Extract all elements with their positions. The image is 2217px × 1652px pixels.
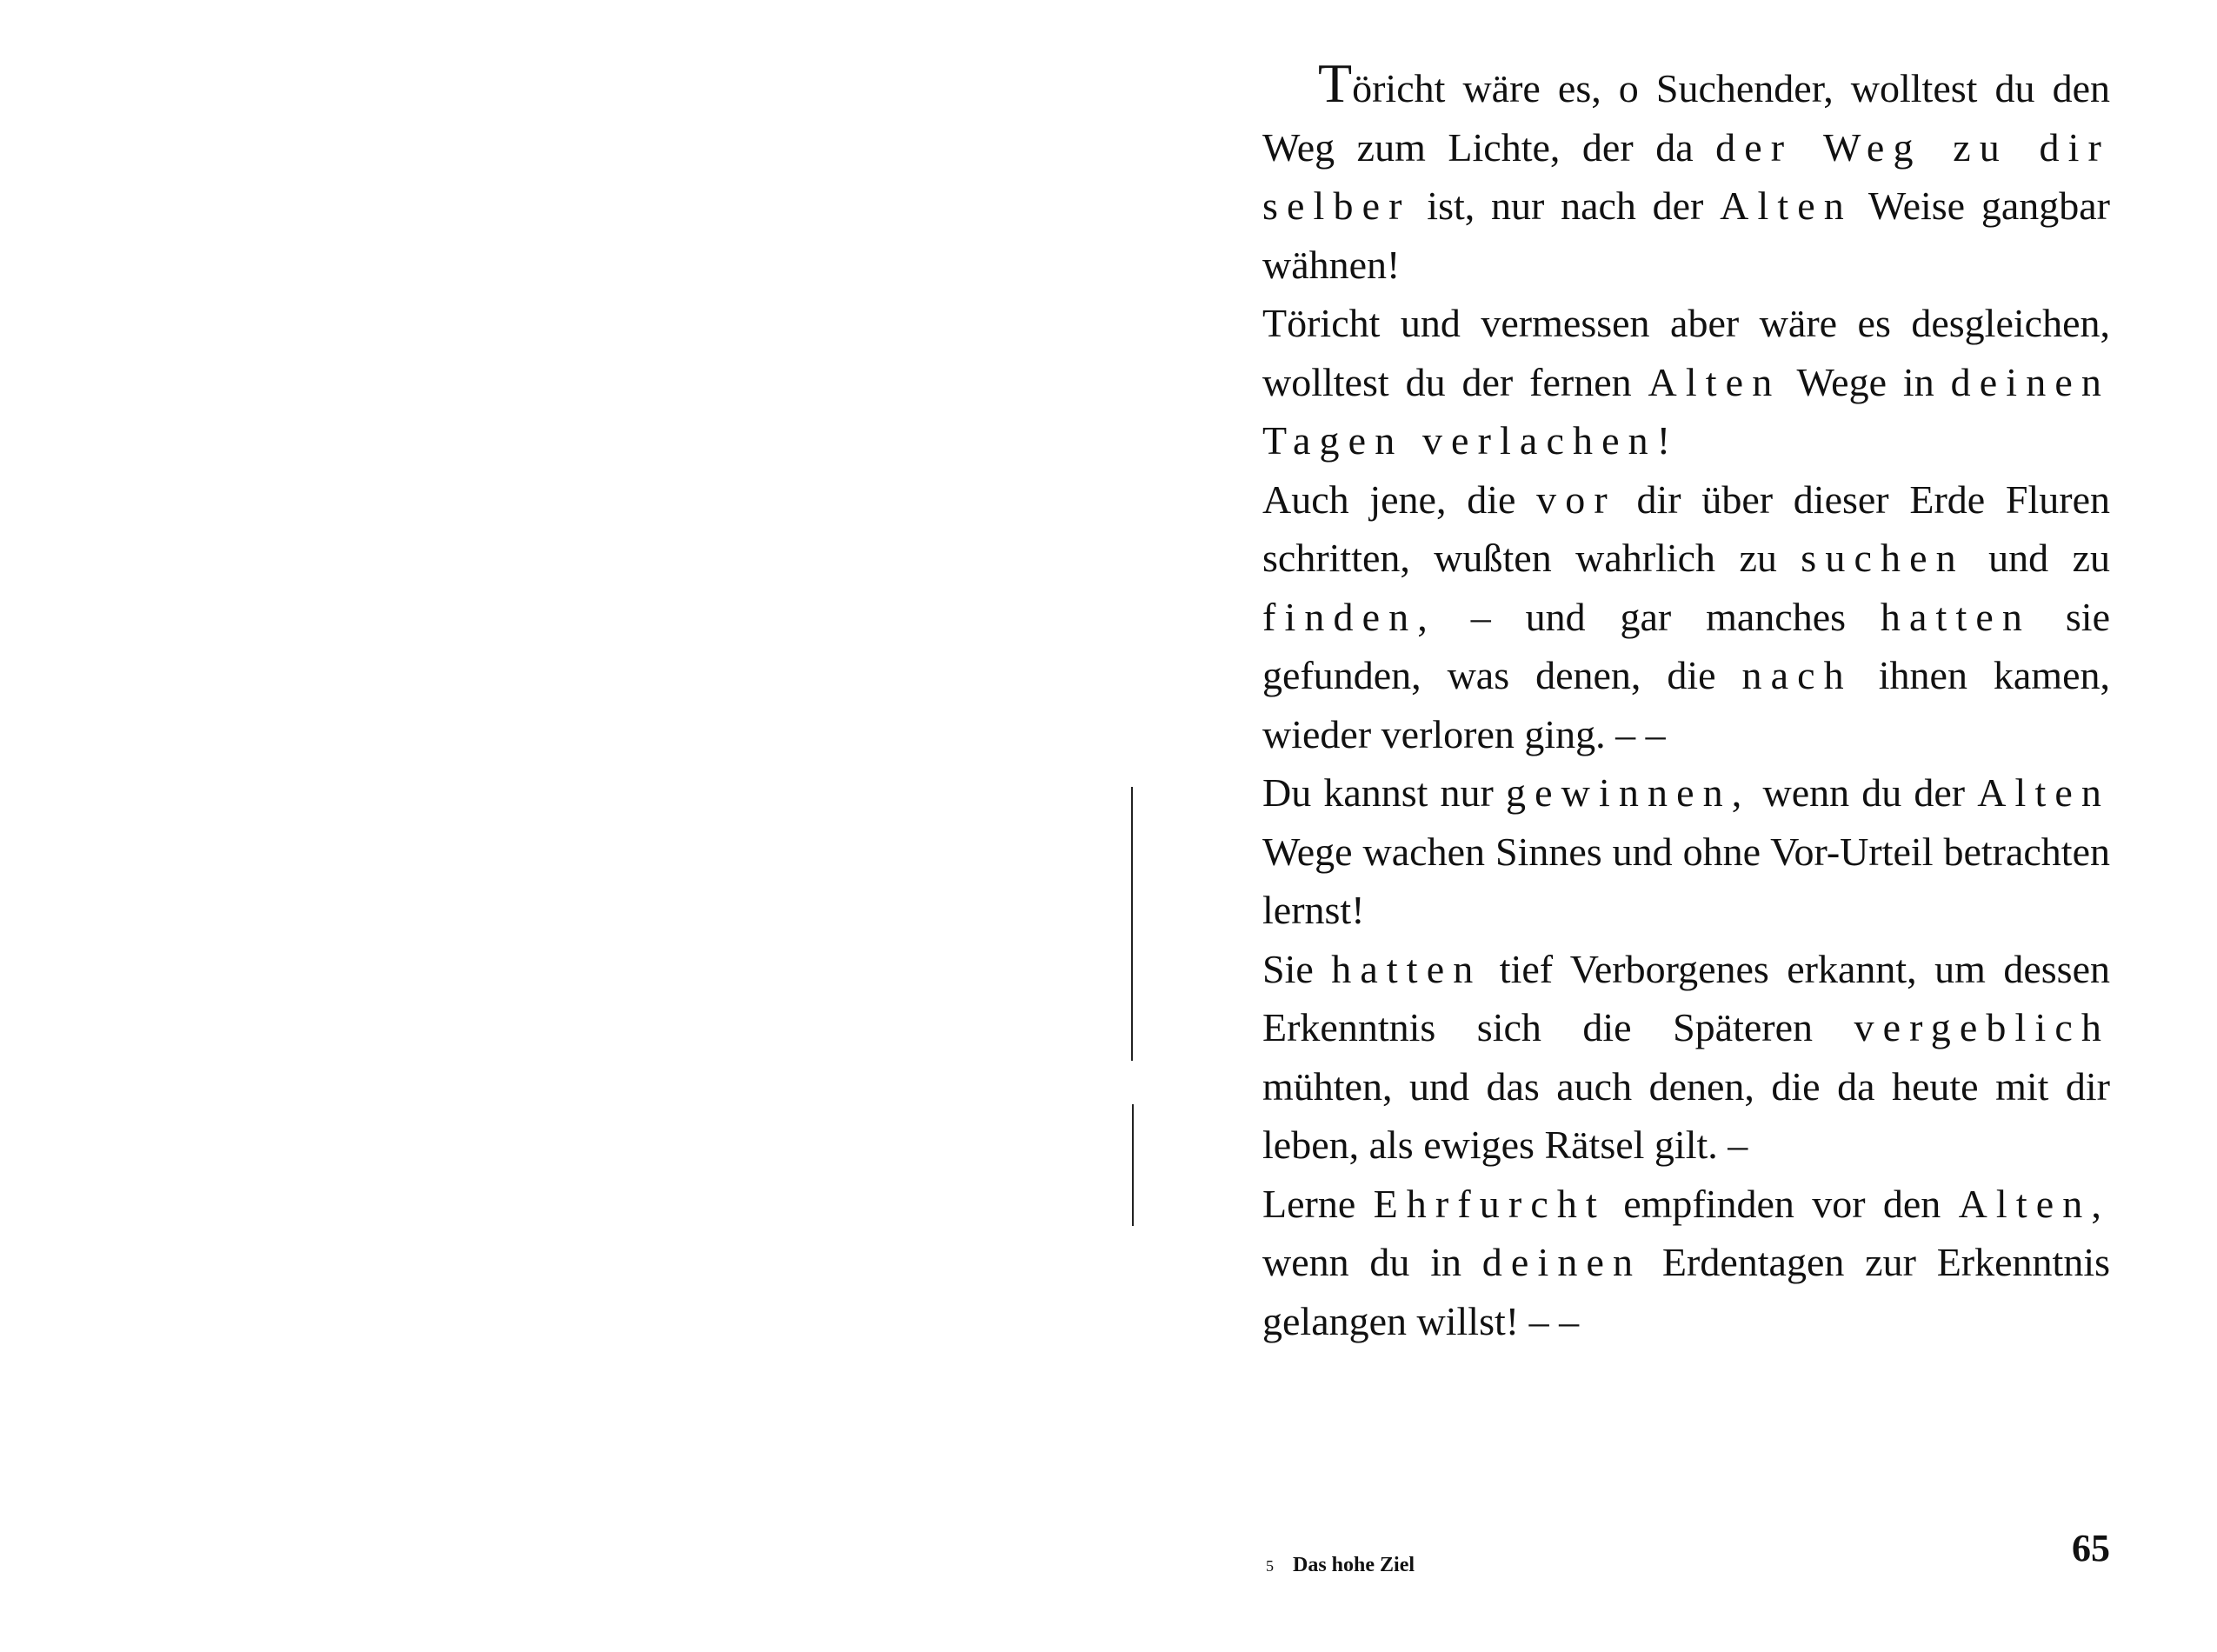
emphasis-spaced: deinen [1481, 1240, 1642, 1284]
text-run: Sie [1262, 946, 1332, 991]
drop-cap: T [1318, 52, 1353, 114]
emphasis-spaced: deinen Tagen verlachen! [1262, 359, 2110, 463]
emphasis-spaced: hatten [1331, 946, 1482, 991]
text-run: dir über dieser Erde Fluren schritten, wußten wahrlich zu [1262, 476, 2110, 580]
text-run: Töricht und vermessen aber wäre es desgleichen, wolltest du der fernen [1262, 301, 2110, 404]
paragraph [1262, 470, 2110, 764]
emphasis-spaced: der Weg zu dir selber [1262, 124, 2110, 228]
text-run: Auch jene, die [1262, 476, 1537, 522]
printer-signature [1266, 1554, 1415, 1577]
emphasis-spaced: Alten [1648, 359, 1781, 404]
text-run: Wege wachen Sinnes und ohne Vor-Urteil betrachten lernst! [1262, 829, 2110, 932]
text-run: wenn du der [1750, 770, 1978, 815]
paragraph [1262, 940, 2110, 1175]
paragraph [1262, 763, 2110, 940]
signature-number: 5 [1266, 1557, 1274, 1575]
text-run: wenn du in [1262, 1240, 1482, 1284]
text-run: Du kannst nur [1262, 770, 1506, 815]
emphasis-spaced: gewinnen, [1505, 770, 1751, 815]
emphasis-spaced: Alten, [1958, 1181, 2110, 1226]
emphasis-spaced: nach [1741, 653, 1853, 697]
text-run: mühten, und das auch denen, die da heute mit dir leben, als ewiges Rätsel gilt. – [1262, 1063, 2110, 1167]
text-run: – und gar manches [1435, 594, 1881, 639]
gutter-scan-line-bottom [1132, 1104, 1134, 1226]
text-run: Lerne [1262, 1181, 1374, 1226]
paragraph [1262, 294, 2110, 470]
emphasis-spaced: Ehrfurcht [1373, 1181, 1606, 1226]
text-run: und zu [1964, 536, 2110, 580]
text-run: Wege in [1781, 359, 1951, 404]
text-run: Weise gangbar wähnen! [1262, 183, 2110, 287]
emphasis-spaced: vor [1536, 476, 1616, 522]
text-run: Erdentagen zur Erkenntnis gelangen willst! – – [1262, 1240, 2110, 1343]
emphasis-spaced: hatten [1880, 594, 2032, 639]
paragraph [1262, 52, 2110, 294]
page-footer [1262, 1526, 2110, 1578]
text-run: ihnen kamen, wieder verloren ging. – – [1262, 653, 2110, 756]
gutter-scan-line-top [1131, 787, 1133, 1061]
text-run: sie gefunden, was denen, die [1262, 594, 2110, 697]
emphasis-spaced: suchen [1801, 536, 1965, 580]
emphasis-spaced: vergeblich [1854, 1005, 2110, 1049]
emphasis-spaced: finden, [1262, 594, 1436, 639]
page-number: 65 [2072, 1527, 2110, 1569]
emphasis-spaced: Alten [1720, 183, 1853, 228]
text-run: öricht wäre es, o Suchender, wolltest du den Weg zum Lichte, der da [1262, 66, 2110, 170]
emphasis-spaced: Alten [1977, 770, 2111, 815]
paragraph [1262, 1175, 2110, 1351]
body-text [1262, 52, 2111, 1350]
text-run: empfinden vor den [1605, 1181, 1959, 1226]
text-run: tief Verborgenes erkannt, um dessen Erkenntnis sich die Späteren [1262, 946, 2110, 1049]
signature-title: Das hohe Ziel [1293, 1554, 1415, 1576]
text-run: ist, nur nach der [1410, 183, 1721, 228]
